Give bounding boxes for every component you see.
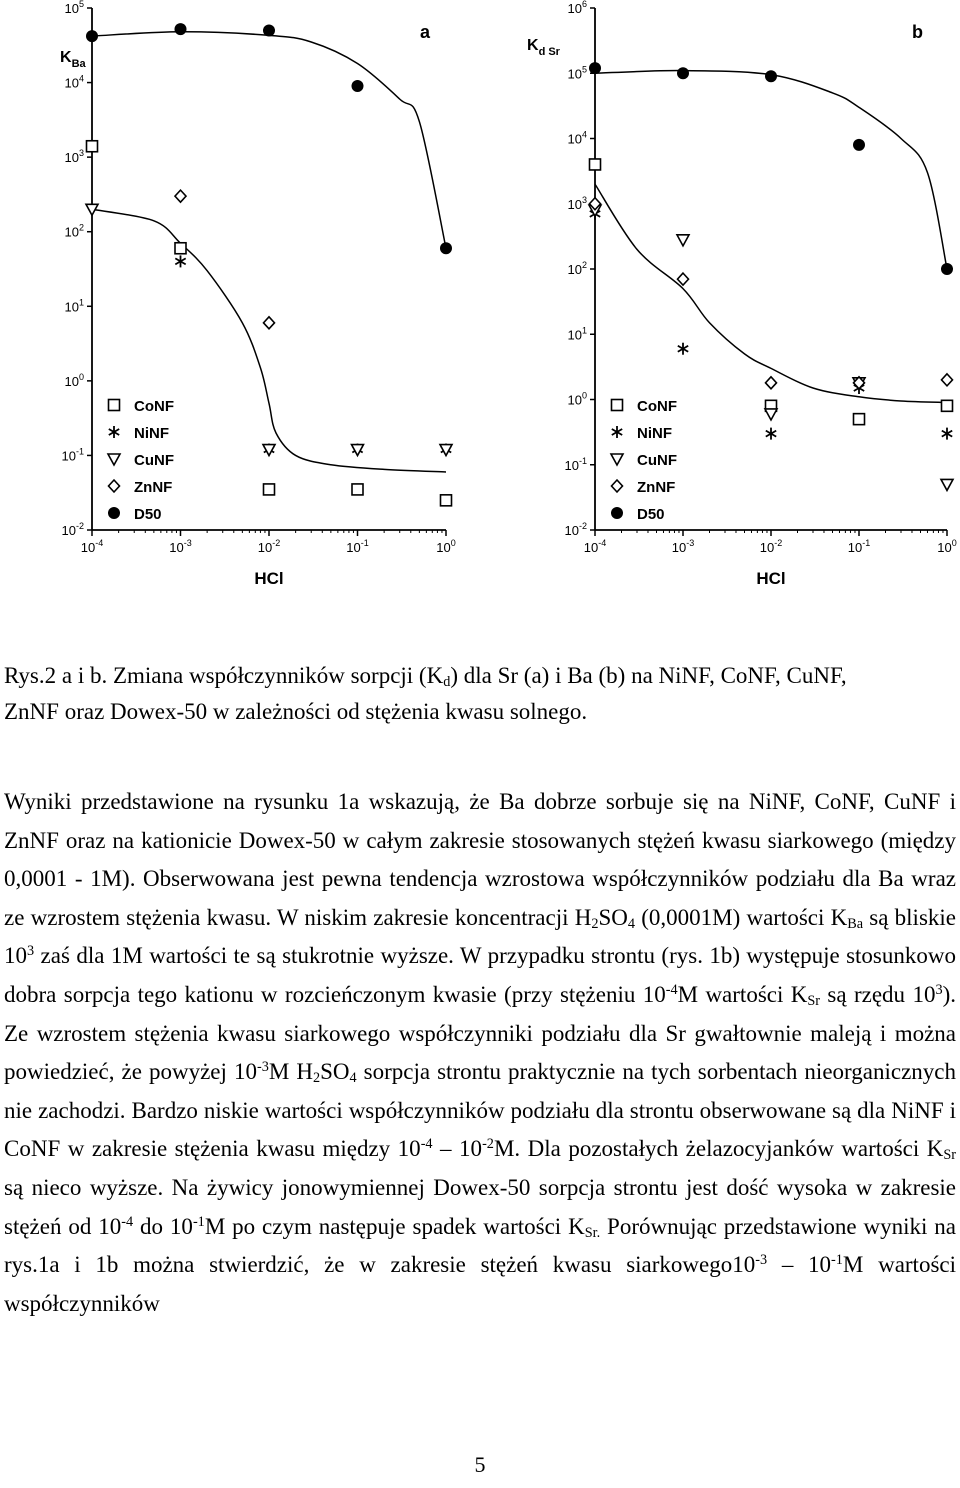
y-tick-label: $10^{-1}$ [564,455,587,473]
chart-panel-b [527,0,957,588]
legend-label: NiNF [637,425,672,442]
legend-marker-ninf [109,426,119,438]
data-point-conf [854,414,865,425]
y-tick-label: $10^{-2}$ [564,521,587,538]
data-point-ninf [942,428,952,440]
fit-curve [92,32,446,248]
data-point-conf [264,484,275,495]
legend-marker-cunf [611,454,623,465]
figure-charts [0,0,960,600]
data-point-ninf [766,428,776,440]
data-point-d50 [352,80,364,92]
y-tick-label: $10^2$ [64,222,84,240]
x-tick-label: $10^{-4}$ [80,538,104,555]
data-point-d50 [440,242,452,254]
y-tick-label: $10^5$ [64,0,84,16]
data-point-d50 [677,67,689,79]
data-point-znnf [678,273,689,285]
legend-marker-conf [109,400,120,411]
y-tick-label: $10^4$ [567,129,587,147]
caption-line-2: ZnNF oraz Dowex-50 w zależności od stężenia kwasu solnego. [4,699,588,724]
legend-label: CoNF [134,398,174,415]
legend-marker-znnf [612,480,623,492]
data-point-cunf [440,445,452,456]
data-point-d50 [941,263,953,275]
data-point-d50 [86,30,98,42]
legend-marker-d50 [108,507,120,519]
legend-marker-cunf [108,454,120,465]
data-point-d50 [263,24,275,36]
data-point-cunf [677,235,689,246]
y-tick-label: $10^0$ [64,371,84,389]
data-point-d50 [853,139,865,151]
data-point-d50 [765,70,777,82]
legend-label: NiNF [134,425,169,442]
panel-label: a [420,22,431,42]
legend-label: CuNF [134,452,174,469]
legend-marker-conf [612,400,623,411]
x-tick-label: $10^{-3}$ [169,538,192,555]
x-tick-label: $10^{-2}$ [759,538,783,555]
fit-curve [595,71,947,269]
series-cunf [589,205,953,490]
chart-panel-a [60,0,456,588]
x-tick-label: $10^0$ [436,538,456,555]
series-d50 [86,23,452,254]
data-point-cunf [263,445,275,456]
legend-marker-ninf [612,426,622,438]
legend-marker-d50 [611,507,623,519]
y-axis-label: $K_{Ba}$ [60,49,86,70]
fit-curve [595,184,947,402]
y-tick-label: $10^1$ [64,297,84,315]
data-point-d50 [175,23,187,35]
data-point-cunf [765,409,777,420]
data-point-znnf [766,377,777,389]
series-znnf [175,190,275,329]
legend-label: CuNF [637,452,677,469]
data-point-cunf [941,479,953,490]
series-ninf [175,255,451,455]
legend-marker-znnf [109,480,120,492]
x-tick-label: $10^0$ [937,538,957,555]
legend [611,398,677,523]
x-axis-label: HCl [254,569,284,588]
data-point-znnf [175,190,186,202]
page-number: 5 [474,1452,486,1477]
legend-label: CoNF [637,398,677,415]
y-tick-label: $10^{-1}$ [61,446,84,464]
y-axis-label: $K_{d Sr}$ [527,37,560,58]
y-tick-label: $10^3$ [567,194,587,212]
x-axis-label: HCl [756,569,786,588]
x-tick-label: $10^{-2}$ [257,538,281,555]
y-tick-label: $10^6$ [567,0,587,16]
x-tick-label: $10^{-1}$ [346,538,369,555]
data-point-ninf [175,255,185,267]
body-text [4,783,956,1323]
y-tick-label: $10^5$ [567,64,587,82]
data-point-conf [352,484,363,495]
x-tick-label: $10^{-4}$ [583,538,607,555]
legend-label: ZnNF [134,479,173,496]
y-tick-label: $10^0$ [567,390,587,408]
legend [108,398,174,523]
legend-label: D50 [637,506,665,523]
x-tick-label: $10^{-1}$ [847,538,871,555]
data-point-conf [87,141,98,152]
y-tick-label: $10^3$ [64,148,84,166]
y-tick-label: $10^1$ [567,325,587,343]
data-point-conf [590,159,601,170]
data-point-znnf [942,374,953,386]
y-tick-label: $10^{-2}$ [61,521,84,538]
x-tick-label: $10^{-3}$ [671,538,695,555]
figure-caption [4,658,956,730]
series-d50 [589,62,953,275]
data-point-ninf [678,343,688,355]
data-point-d50 [589,62,601,74]
panel-label: b [912,22,923,42]
data-point-conf [175,243,186,254]
y-tick-label: $10^2$ [567,260,587,277]
data-point-conf [441,495,452,506]
caption-line-1: Rys.2 a i b. Zmiana współczynników sorpcji $(K_d)$ dla Sr (a) i Ba (b) na NiNF, CoNF, CuNF, [4,663,847,690]
data-point-conf [942,400,953,411]
legend-label: D50 [134,506,162,523]
legend-label: ZnNF [637,479,676,496]
series-znnf [590,198,953,389]
data-point-znnf [264,317,275,329]
y-tick-label: $10^4$ [64,73,84,91]
data-point-cunf [352,445,364,456]
body-paragraph: Wyniki przedstawione na rysunku 1a wskazują, że Ba dobrze sorbuje się na NiNF, CoNF, CuNF i ZnNF oraz na kationicie Dowex-50 w całym zakresie stosowanych stężeń kwasu siarkowego (między 0,0001 - 1M). Obserwowana jest pewna tendencja wzrostowa współczynników podziału dla Ba wraz ze wzrostem stężenia kwasu. W niskim zakresie koncentracji $H_2SO_4$ (0,0001M) wartości $K_{Ba}$ są bliskie $10^3$ zaś dla 1M wartości te są stukrotnie wyższe. W przypadku strontu (rys. 1b) występuje stosunkowo dobra sorpcja tego kationu w rozcieńczonym kwasie (przy stężeniu $10^{-4}M$ wartości $K_{Sr}$ są rzędu $10^3$). Ze wzrostem stężenia kwasu siarkowego współczynniki podziału dla Sr gwałtownie maleją i można powiedzieć, że powyżej $10^{-3}M$ $H_2SO_4$ sorpcja strontu praktycznie na tych sorbentach nieorganicznych nie zachodzi. Bardzo niskie wartości współczynników podziału dla strontu obserwowane są dla NiNF i CoNF w zakresie stężenia kwasu między $10^{-4} - 10^{-2}M$. Dla pozostałych żelazocyjanków wartości $K_{Sr}$ są nieco wyższe. Na żywicy jonowymiennej Dowex-50 sorpcja strontu jest dość wysoka w zakresie stężeń od $10^{-4}$ do $10^{-1}M$ po czym następuje spadek wartości $K_{Sr.}$ Porównując przedstawione wyniki na rys.1a i 1b można stwierdzić, że w zakresie stężeń kwasu $siarkowego10^{-3} - 10^{-1}M$ wartości współczynników [4,789,957,1316]
